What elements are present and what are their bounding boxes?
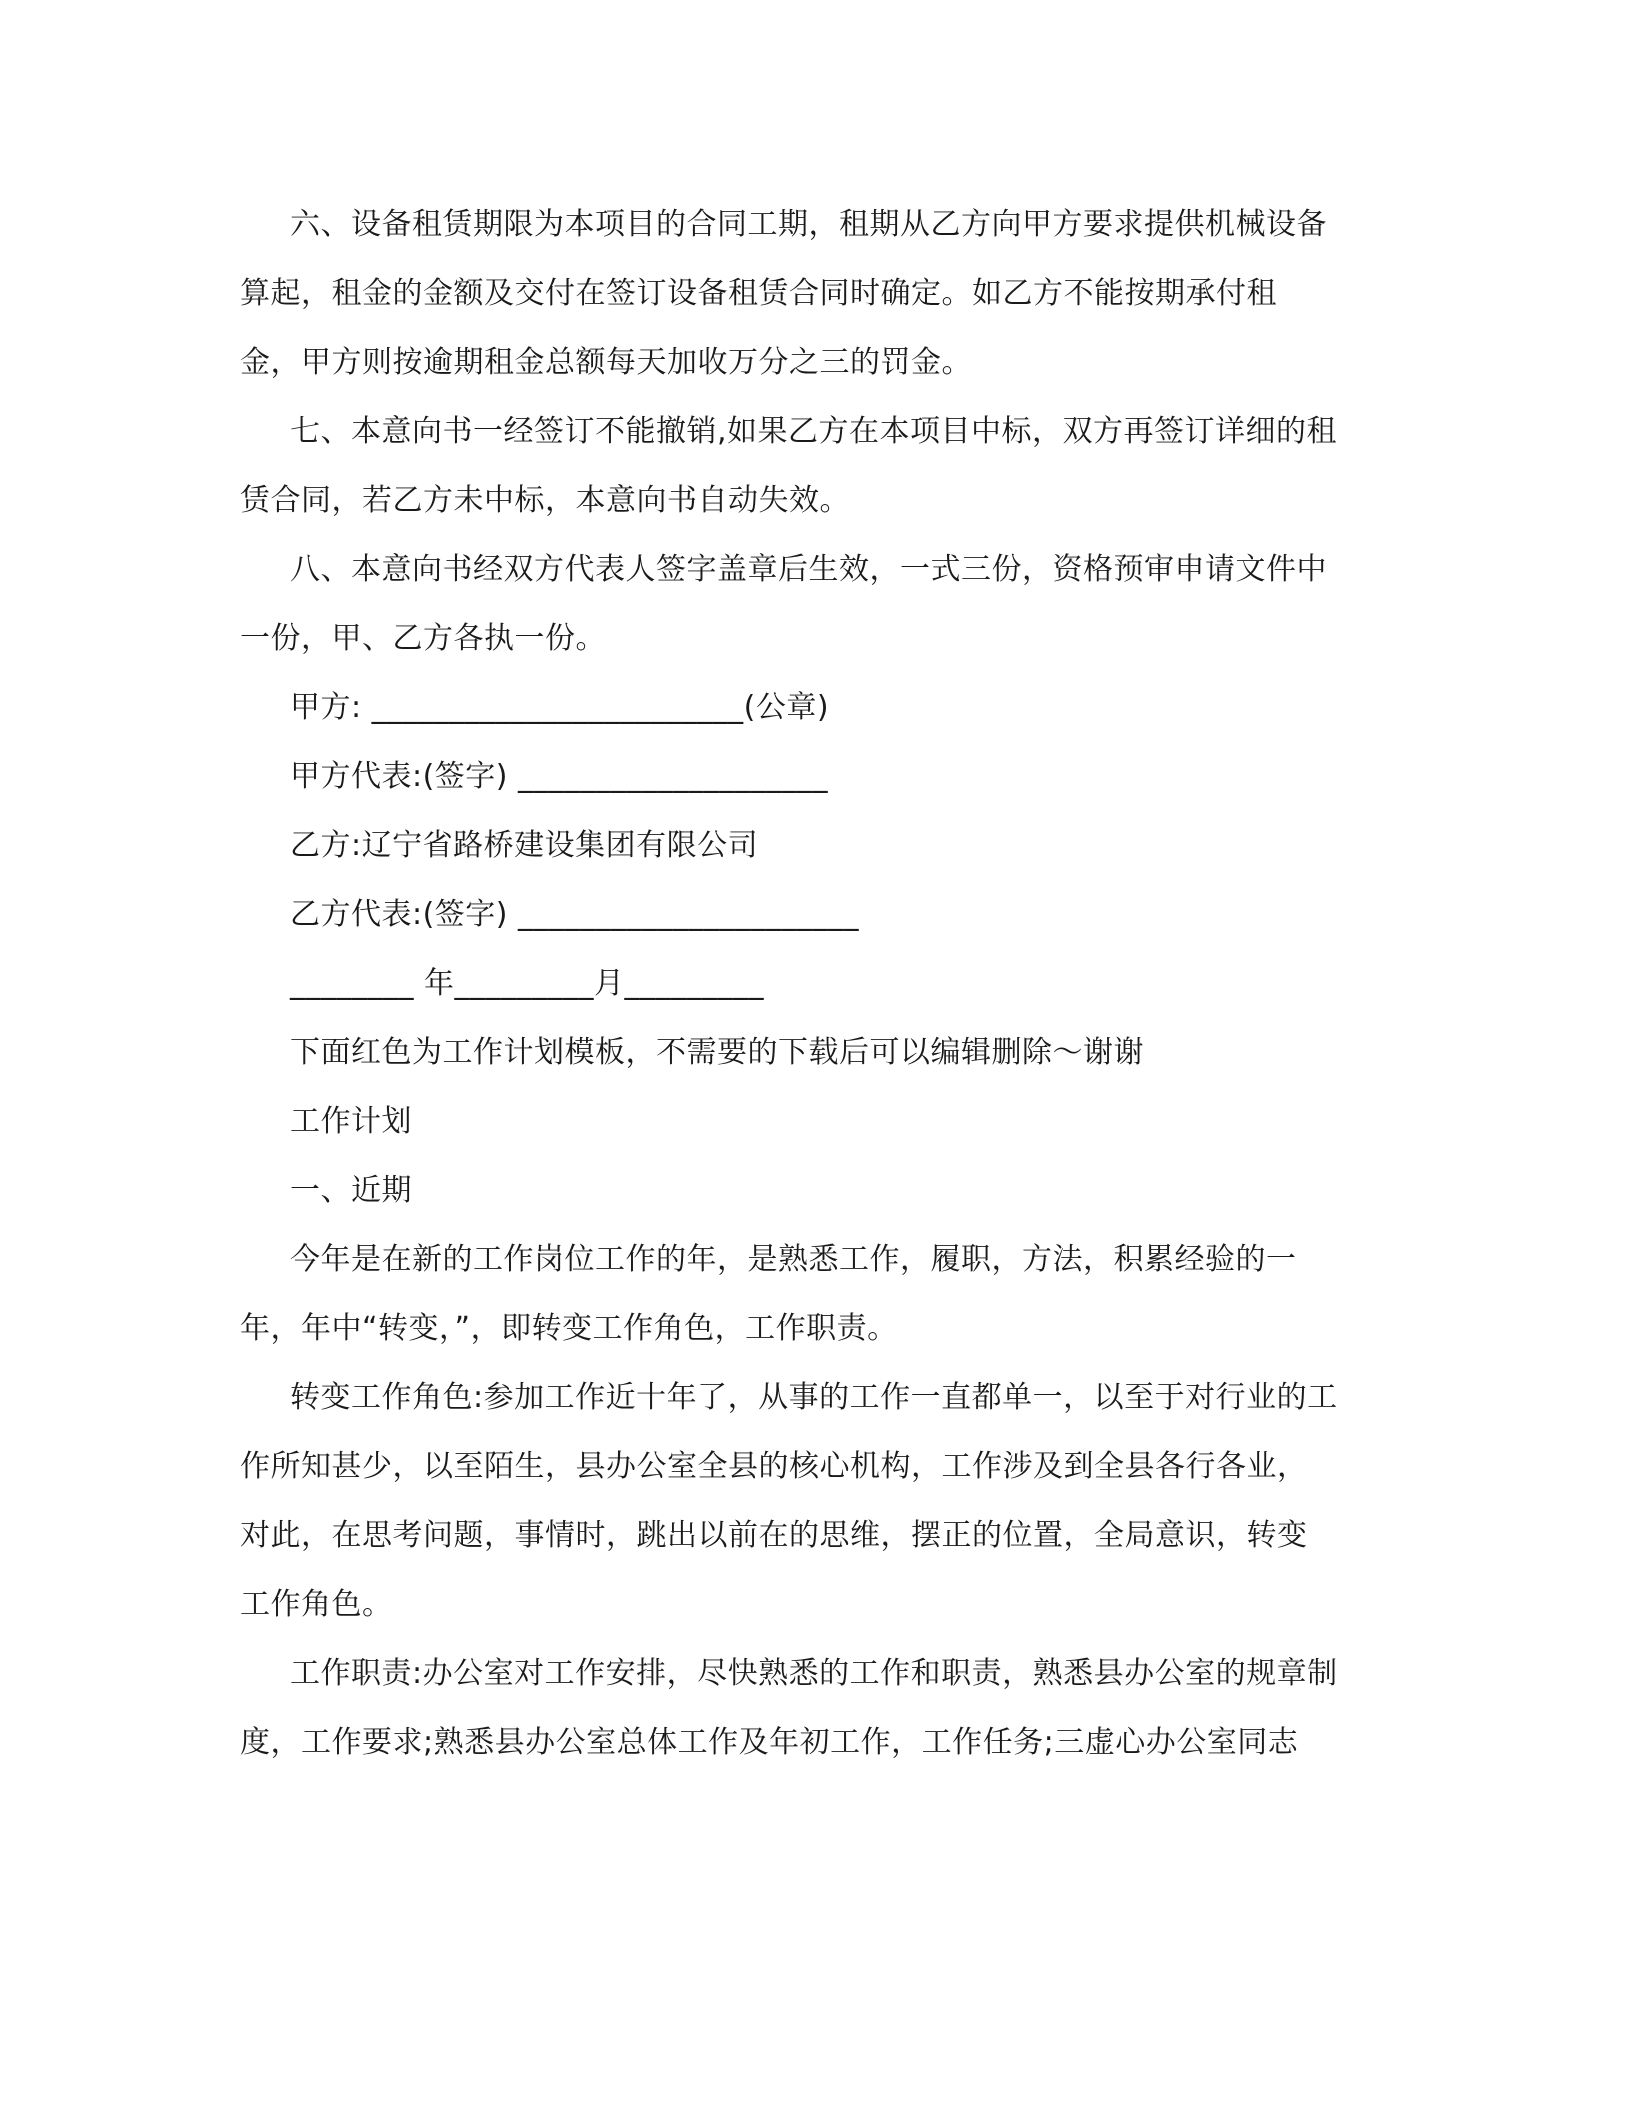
- work-plan-heading: 工作计划: [290, 1104, 412, 1139]
- date-line: ________ 年_________月_________: [290, 966, 765, 1001]
- recent-section-heading: 一、近期: [290, 1173, 412, 1208]
- clause-six-line-3: 金，甲方则按逾期租金总额每天加收万分之三的罚金。: [240, 345, 972, 380]
- paragraph-3-line-2: 度，工作要求;熟悉县办公室总体工作及年初工作，工作任务;三虚心办公室同志: [240, 1725, 1299, 1760]
- party-a-signature-line: 甲方: ________________________(公章): [290, 690, 830, 725]
- party-b-line: 乙方:辽宁省路桥建设集团有限公司: [290, 828, 759, 863]
- paragraph-1-line-1: 今年是在新的工作岗位工作的年，是熟悉工作，履职，方法，积累经验的一: [290, 1242, 1297, 1277]
- party-b-representative-line: 乙方代表:(签字) ______________________: [290, 897, 860, 932]
- paragraph-1-line-2: 年，年中“转变，”，即转变工作角色，工作职责。: [240, 1311, 898, 1346]
- paragraph-2-line-4: 工作角色。: [240, 1587, 393, 1622]
- paragraph-2-line-1: 转变工作角色:参加工作近十年了，从事的工作一直都单一，以至于对行业的工: [290, 1380, 1338, 1415]
- party-a-representative-line: 甲方代表:(签字) ____________________: [290, 759, 829, 794]
- clause-six-line-2: 算起，租金的金额及交付在签订设备租赁合同时确定。如乙方不能按期承付租: [240, 276, 1277, 311]
- paragraph-3-line-1: 工作职责:办公室对工作安排，尽快熟悉的工作和职责，熟悉县办公室的规章制: [290, 1656, 1338, 1691]
- clause-eight-line-1: 八、本意向书经双方代表人签字盖章后生效，一式三份，资格预审申请文件中: [290, 552, 1327, 587]
- clause-seven-line-1: 七、本意向书一经签订不能撤销,如果乙方在本项目中标，双方再签订详细的租: [290, 414, 1338, 449]
- clause-six-line-1: 六、设备租赁期限为本项目的合同工期，租期从乙方向甲方要求提供机械设备: [290, 207, 1327, 242]
- clause-seven-line-2: 赁合同，若乙方未中标，本意向书自动失效。: [240, 483, 850, 518]
- template-note: 下面红色为工作计划模板，不需要的下载后可以编辑删除～谢谢: [290, 1035, 1144, 1070]
- paragraph-2-line-2: 作所知甚少，以至陌生，县办公室全县的核心机构，工作涉及到全县各行各业，: [240, 1449, 1308, 1484]
- clause-eight-line-2: 一份，甲、乙方各执一份。: [240, 621, 606, 656]
- paragraph-2-line-3: 对此，在思考问题，事情时，跳出以前在的思维，摆正的位置，全局意识，转变: [240, 1518, 1308, 1553]
